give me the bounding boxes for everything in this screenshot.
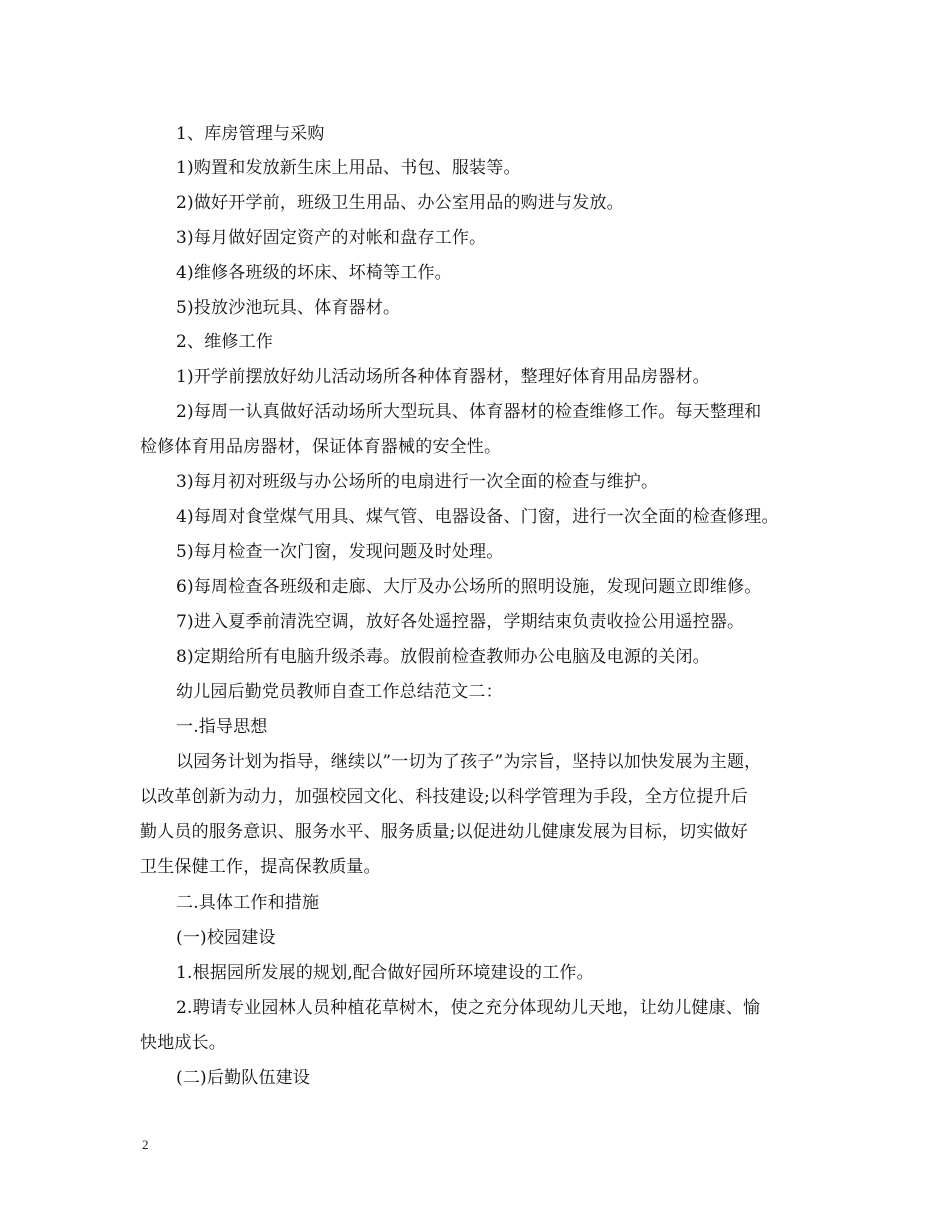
text-line: 勤人员的服务意识、服务水平、服务质量;以促进幼儿健康发展为目标，切实做好 xyxy=(140,822,748,842)
text-line: 快地成长。 xyxy=(140,1033,226,1053)
section-heading: (一)校园建设 xyxy=(176,928,276,948)
text-line: 5)每月检查一次门窗，发现问题及时处理。 xyxy=(176,542,504,562)
text-line: 以改革创新为动力，加强校园文化、科技建设;以科学管理为手段，全方位提升后 xyxy=(140,787,748,807)
text-line: 6)每周检查各班级和走廊、大厅及办公场所的照明设施，发现问题立即维修。 xyxy=(176,577,762,597)
section-heading: 1、库房管理与采购 xyxy=(176,124,325,144)
text-line: 1.根据园所发展的规划,配合做好园所环境建设的工作。 xyxy=(176,963,594,983)
text-line: 1)开学前摆放好幼儿活动场所各种体育器材，整理好体育用品房器材。 xyxy=(176,367,710,387)
section-heading: 二.具体工作和措施 xyxy=(176,893,320,913)
text-line: 4)每周对食堂煤气用具、煤气管、电器设备、门窗，进行一次全面的检查修理。 xyxy=(176,507,779,527)
text-line: 2.聘请专业园林人员种植花草树木，使之充分体现幼儿天地，让幼儿健康、愉 xyxy=(176,998,761,1018)
section-heading: 2、维修工作 xyxy=(176,332,274,352)
text-line: 5)投放沙池玩具、体育器材。 xyxy=(176,298,401,318)
text-line: 4)维修各班级的坏床、坏椅等工作。 xyxy=(176,263,452,283)
text-line: 2)每周一认真做好活动场所大型玩具、体育器材的检查维修工作。每天整理和 xyxy=(176,402,762,422)
page-number: 2 xyxy=(142,1137,149,1152)
text-line: 3)每月初对班级与办公场所的电扇进行一次全面的检查与维护。 xyxy=(176,472,659,492)
section-heading: 幼儿园后勤党员教师自查工作总结范文二： xyxy=(176,682,503,702)
text-line: 7)进入夏季前清洗空调，放好各处遥控器，学期结束负责收捡公用遥控器。 xyxy=(176,612,745,632)
text-line: 8)定期给所有电脑升级杀毒。放假前检查教师办公电脑及电源的关闭。 xyxy=(176,647,710,667)
text-line: 以园务计划为指导，继续以”一切为了孩子”为宗旨，坚持以加快发展为主题， xyxy=(176,752,762,772)
section-heading: 一.指导思想 xyxy=(176,717,268,737)
text-line: 1)购置和发放新生床上用品、书包、服装等。 xyxy=(176,158,521,178)
text-line: 检修体育用品房器材，保证体育器械的安全性。 xyxy=(140,437,502,457)
text-line: 3)每月做好固定资产的对帐和盘存工作。 xyxy=(176,228,487,248)
text-line: 卫生保健工作，提高保教质量。 xyxy=(140,857,381,877)
section-heading: (二)后勤队伍建设 xyxy=(176,1068,311,1088)
text-line: 2)做好开学前，班级卫生用品、办公室用品的购进与发放。 xyxy=(176,193,624,213)
